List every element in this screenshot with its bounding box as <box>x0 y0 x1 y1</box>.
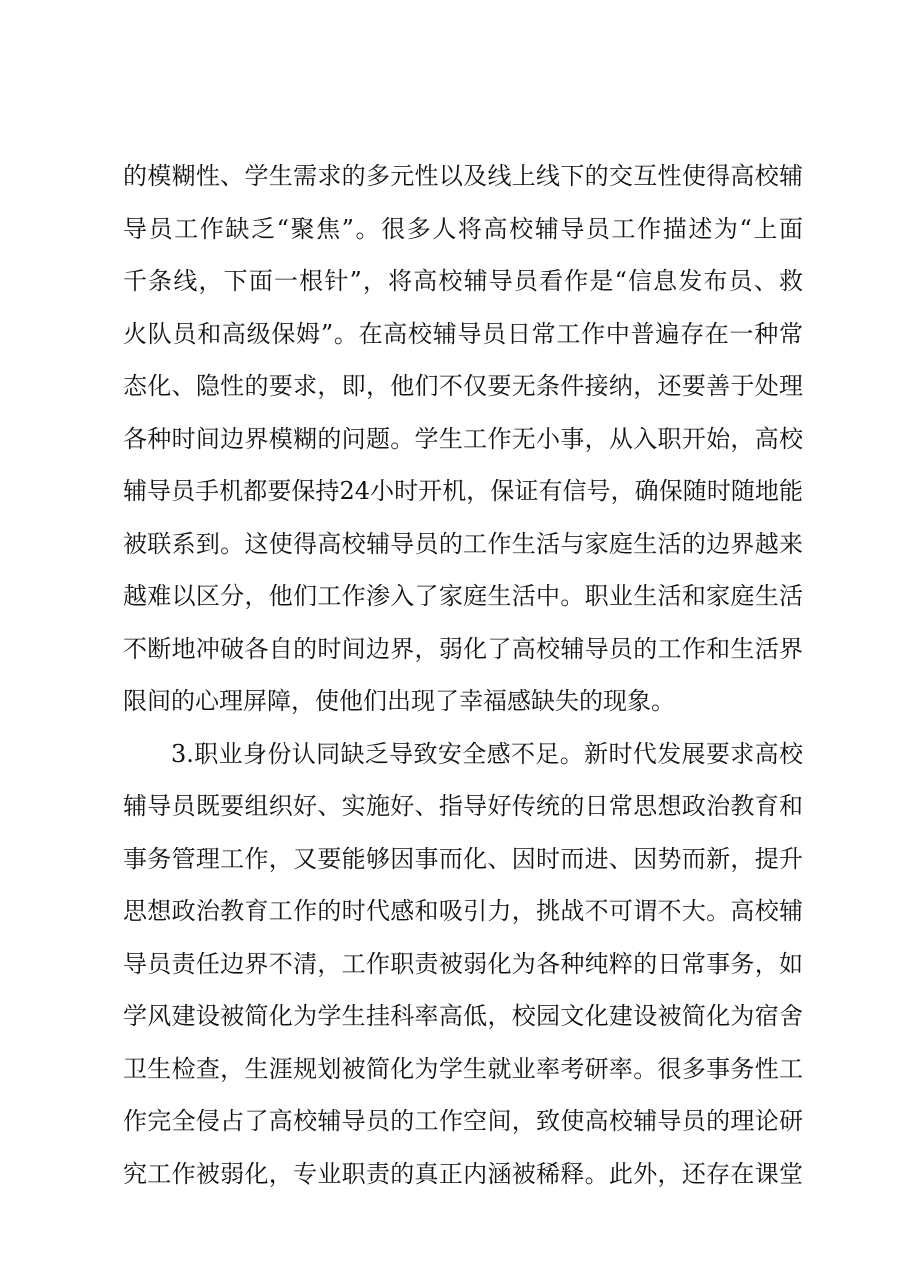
text-line: 不断地冲破各自的时间边界，弱化了高校辅导员的工作和生活界 <box>123 634 803 663</box>
text-line: 辅导员手机都要保持24小时开机，保证有信号，确保随时随地能 <box>123 477 803 505</box>
text-line: 思想政治教育工作的时代感和吸引力，挑战不可谓不大。高校辅 <box>123 897 803 925</box>
text-line: 态化、隐性的要求，即，他们不仅要无条件接纳，还要善于处理 <box>123 372 803 400</box>
text-line: 导员工作缺乏“聚焦”。很多人将高校辅导员工作描述为“上面 <box>123 214 803 243</box>
text-line: 辅导员既要组织好、实施好、指导好传统的日常思想政治教育和 <box>123 792 803 820</box>
text-line: 事务管理工作，又要能够因事而化、因时而进、因势而新，提升 <box>123 844 803 873</box>
body-text <box>123 150 803 1200</box>
text-line: 卫生检查，生涯规划被简化为学生就业率考研率。很多事务性工 <box>123 1054 803 1083</box>
section-heading-line: 3.职业身份认同缺乏导致安全感不足。新时代发展要求高校 <box>171 739 803 768</box>
text-line: 千条线，下面一根针”，将高校辅导员看作是“信息发布员、救 <box>123 267 803 295</box>
text-line: 学风建设被简化为学生挂科率高低，校园文化建设被简化为宿舍 <box>123 1002 803 1030</box>
text-line: 被联系到。这使得高校辅导员的工作生活与家庭生活的边界越来 <box>123 529 803 558</box>
text-line: 越难以区分，他们工作渗入了家庭生活中。职业生活和家庭生活 <box>123 582 803 610</box>
text-line: 究工作被弱化，专业职责的真正内涵被稀释。此外，还存在课堂 <box>123 1159 803 1188</box>
text-line: 导员责任边界不清，工作职责被弱化为各种纯粹的日常事务，如 <box>123 949 803 978</box>
text-line-paragraph-end: 限间的心理屏障，使他们出现了幸福感缺失的现象。 <box>123 687 675 715</box>
text-line: 火队员和高级保姆”。在高校辅导员日常工作中普遍存在一种常 <box>123 319 803 348</box>
text-line: 各种时间边界模糊的问题。学生工作无小事，从入职开始，高校 <box>123 424 803 453</box>
text-line: 作完全侵占了高校辅导员的工作空间，致使高校辅导员的理论研 <box>123 1107 803 1135</box>
text-line: 的模糊性、学生需求的多元性以及线上线下的交互性使得高校辅 <box>123 162 803 190</box>
